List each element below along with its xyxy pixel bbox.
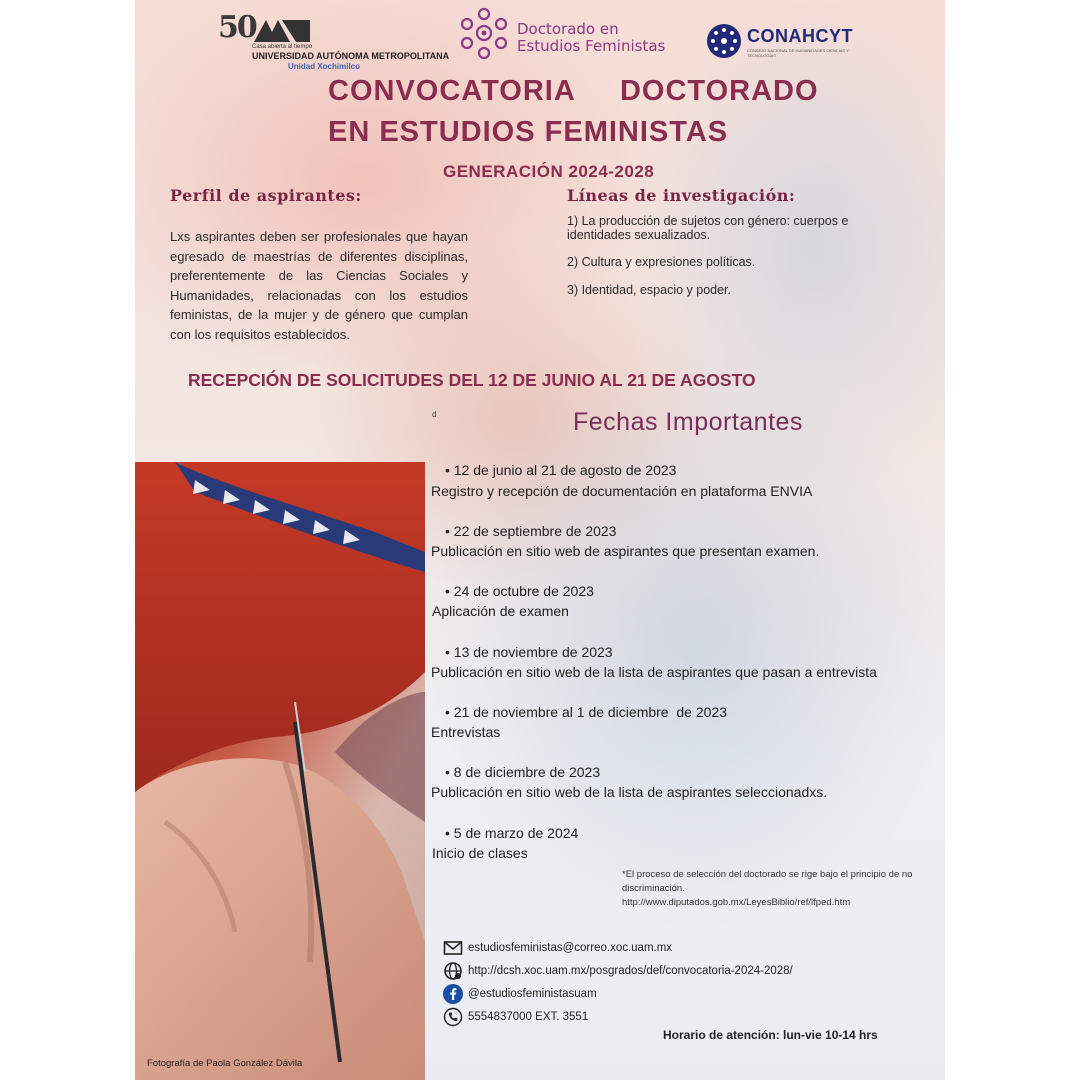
research-line-3: 3) Identidad, espacio y poder. (567, 283, 732, 297)
date-item-1-date: • 12 de junio al 21 de agosto de 2023 (445, 462, 677, 478)
uam-unit: Unidad Xochimilco (288, 62, 361, 71)
date-item-3-date: • 24 de octubre de 2023 (445, 583, 594, 599)
conahcyt-name: CONAHCYT (747, 26, 853, 46)
note-url[interactable]: http://www.diputados.gob.mx/LeyesBiblio/ref/lfped.htm (622, 897, 851, 908)
stray-mark: d (432, 410, 437, 419)
uam-emblem-icon (252, 18, 312, 44)
feminist-symbol-icon (457, 6, 511, 60)
date-item-7-date: • 5 de marzo de 2024 (445, 825, 579, 841)
date-item-2-desc: Publicación en sitio web de aspirantes que presentan examen. (431, 543, 820, 559)
reception-dates: RECEPCIÓN DE SOLICITUDES DEL 12 DE JUNIO AL 21 DE AGOSTO (188, 370, 756, 390)
note-text: *El proceso de selección del doctorado se rige bajo el principio de no discriminación. (622, 869, 913, 894)
conahcyt-subtitle: CONSEJO NACIONAL DE HUMANIDADES CIENCIAS Y TECNOLOGÍAS (747, 48, 849, 58)
uam-fifty-mark: 50 (218, 10, 256, 45)
office-hours: Horario de atención: lun-vie 10-14 hrs (663, 1028, 878, 1042)
generation-label: GENERACIÓN 2024-2028 (443, 162, 655, 181)
research-line-2: 2) Cultura y expresiones políticas. (567, 255, 756, 269)
photo-credit: Fotografía de Paola González Dávila (147, 1058, 303, 1069)
profile-heading: Perfil de aspirantes: (170, 186, 362, 205)
profile-text: Lxs aspirantes deben ser profesionales que hayan egresado de maestrías de diferentes disciplinas, preferentemente de las Ciencias Sociales y Humanidades, relacionadas con los estudios feministas, de la mujer y de género que cumplan con los requisitos establecidos. (170, 229, 468, 342)
contact-website[interactable]: http://dcsh.xoc.uam.mx/posgrados/def/convocatoria-2024-2028/ (468, 965, 793, 977)
phone-icon (443, 1007, 463, 1027)
contact-block (443, 938, 883, 1033)
uam-tagline: Casa abierta al tiempo (252, 44, 313, 50)
uam-logo (218, 10, 450, 71)
facebook-icon (443, 984, 463, 1004)
title-line-1: CONVOCATORIA DOCTORADO (328, 75, 819, 107)
date-item-3-desc: Aplicación de examen (432, 603, 569, 619)
date-item-4-desc: Publicación en sitio web de la lista de aspirantes que pasan a entrevista (431, 664, 877, 680)
uam-name: UNIVERSIDAD AUTÓNOMA METROPOLITANA (252, 51, 450, 61)
dates-list (431, 462, 941, 872)
research-line-1: 1) La producción de sujetos con género: cuerpos e identidades sexualizados. (567, 214, 849, 242)
embroidery-photo (135, 462, 425, 1080)
poster (135, 0, 945, 1080)
doctorado-logo (457, 6, 677, 62)
date-item-1-desc: Registro y recepción de documentación en plataforma ENVIA (431, 483, 813, 499)
contact-facebook[interactable]: @estudiosfeministasuam (468, 988, 597, 1000)
research-heading: Líneas de investigación: (567, 186, 796, 205)
envelope-icon (443, 938, 463, 958)
globe-icon (443, 961, 463, 981)
non-discrimination-note (622, 868, 945, 910)
date-item-5-desc: Entrevistas (431, 724, 501, 740)
doctorado-logo-text: Doctorado en Estudios Feministas (517, 20, 666, 55)
conahcyt-emblem-icon (705, 22, 743, 60)
contact-phone[interactable]: 5554837000 EXT. 3551 (468, 1011, 589, 1023)
date-item-6-date: • 8 de diciembre de 2023 (445, 764, 601, 780)
contact-email[interactable]: estudiosfeministas@correo.xoc.uam.mx (468, 942, 673, 954)
date-item-7-desc: Inicio de clases (432, 845, 528, 861)
embroidery-photo-image (135, 462, 425, 1080)
date-item-6-desc: Publicación en sitio web de la lista de aspirantes seleccionadxs. (431, 784, 828, 800)
dates-heading: Fechas Importantes (573, 408, 803, 436)
date-item-5-date: • 21 de noviembre al 1 de diciembre de 2023 (445, 704, 727, 720)
title-line-2: EN ESTUDIOS FEMINISTAS (328, 116, 729, 148)
conahcyt-logo (705, 22, 865, 62)
date-item-2-date: • 22 de septiembre de 2023 (445, 523, 617, 539)
date-item-4-date: • 13 de noviembre de 2023 (445, 644, 613, 660)
